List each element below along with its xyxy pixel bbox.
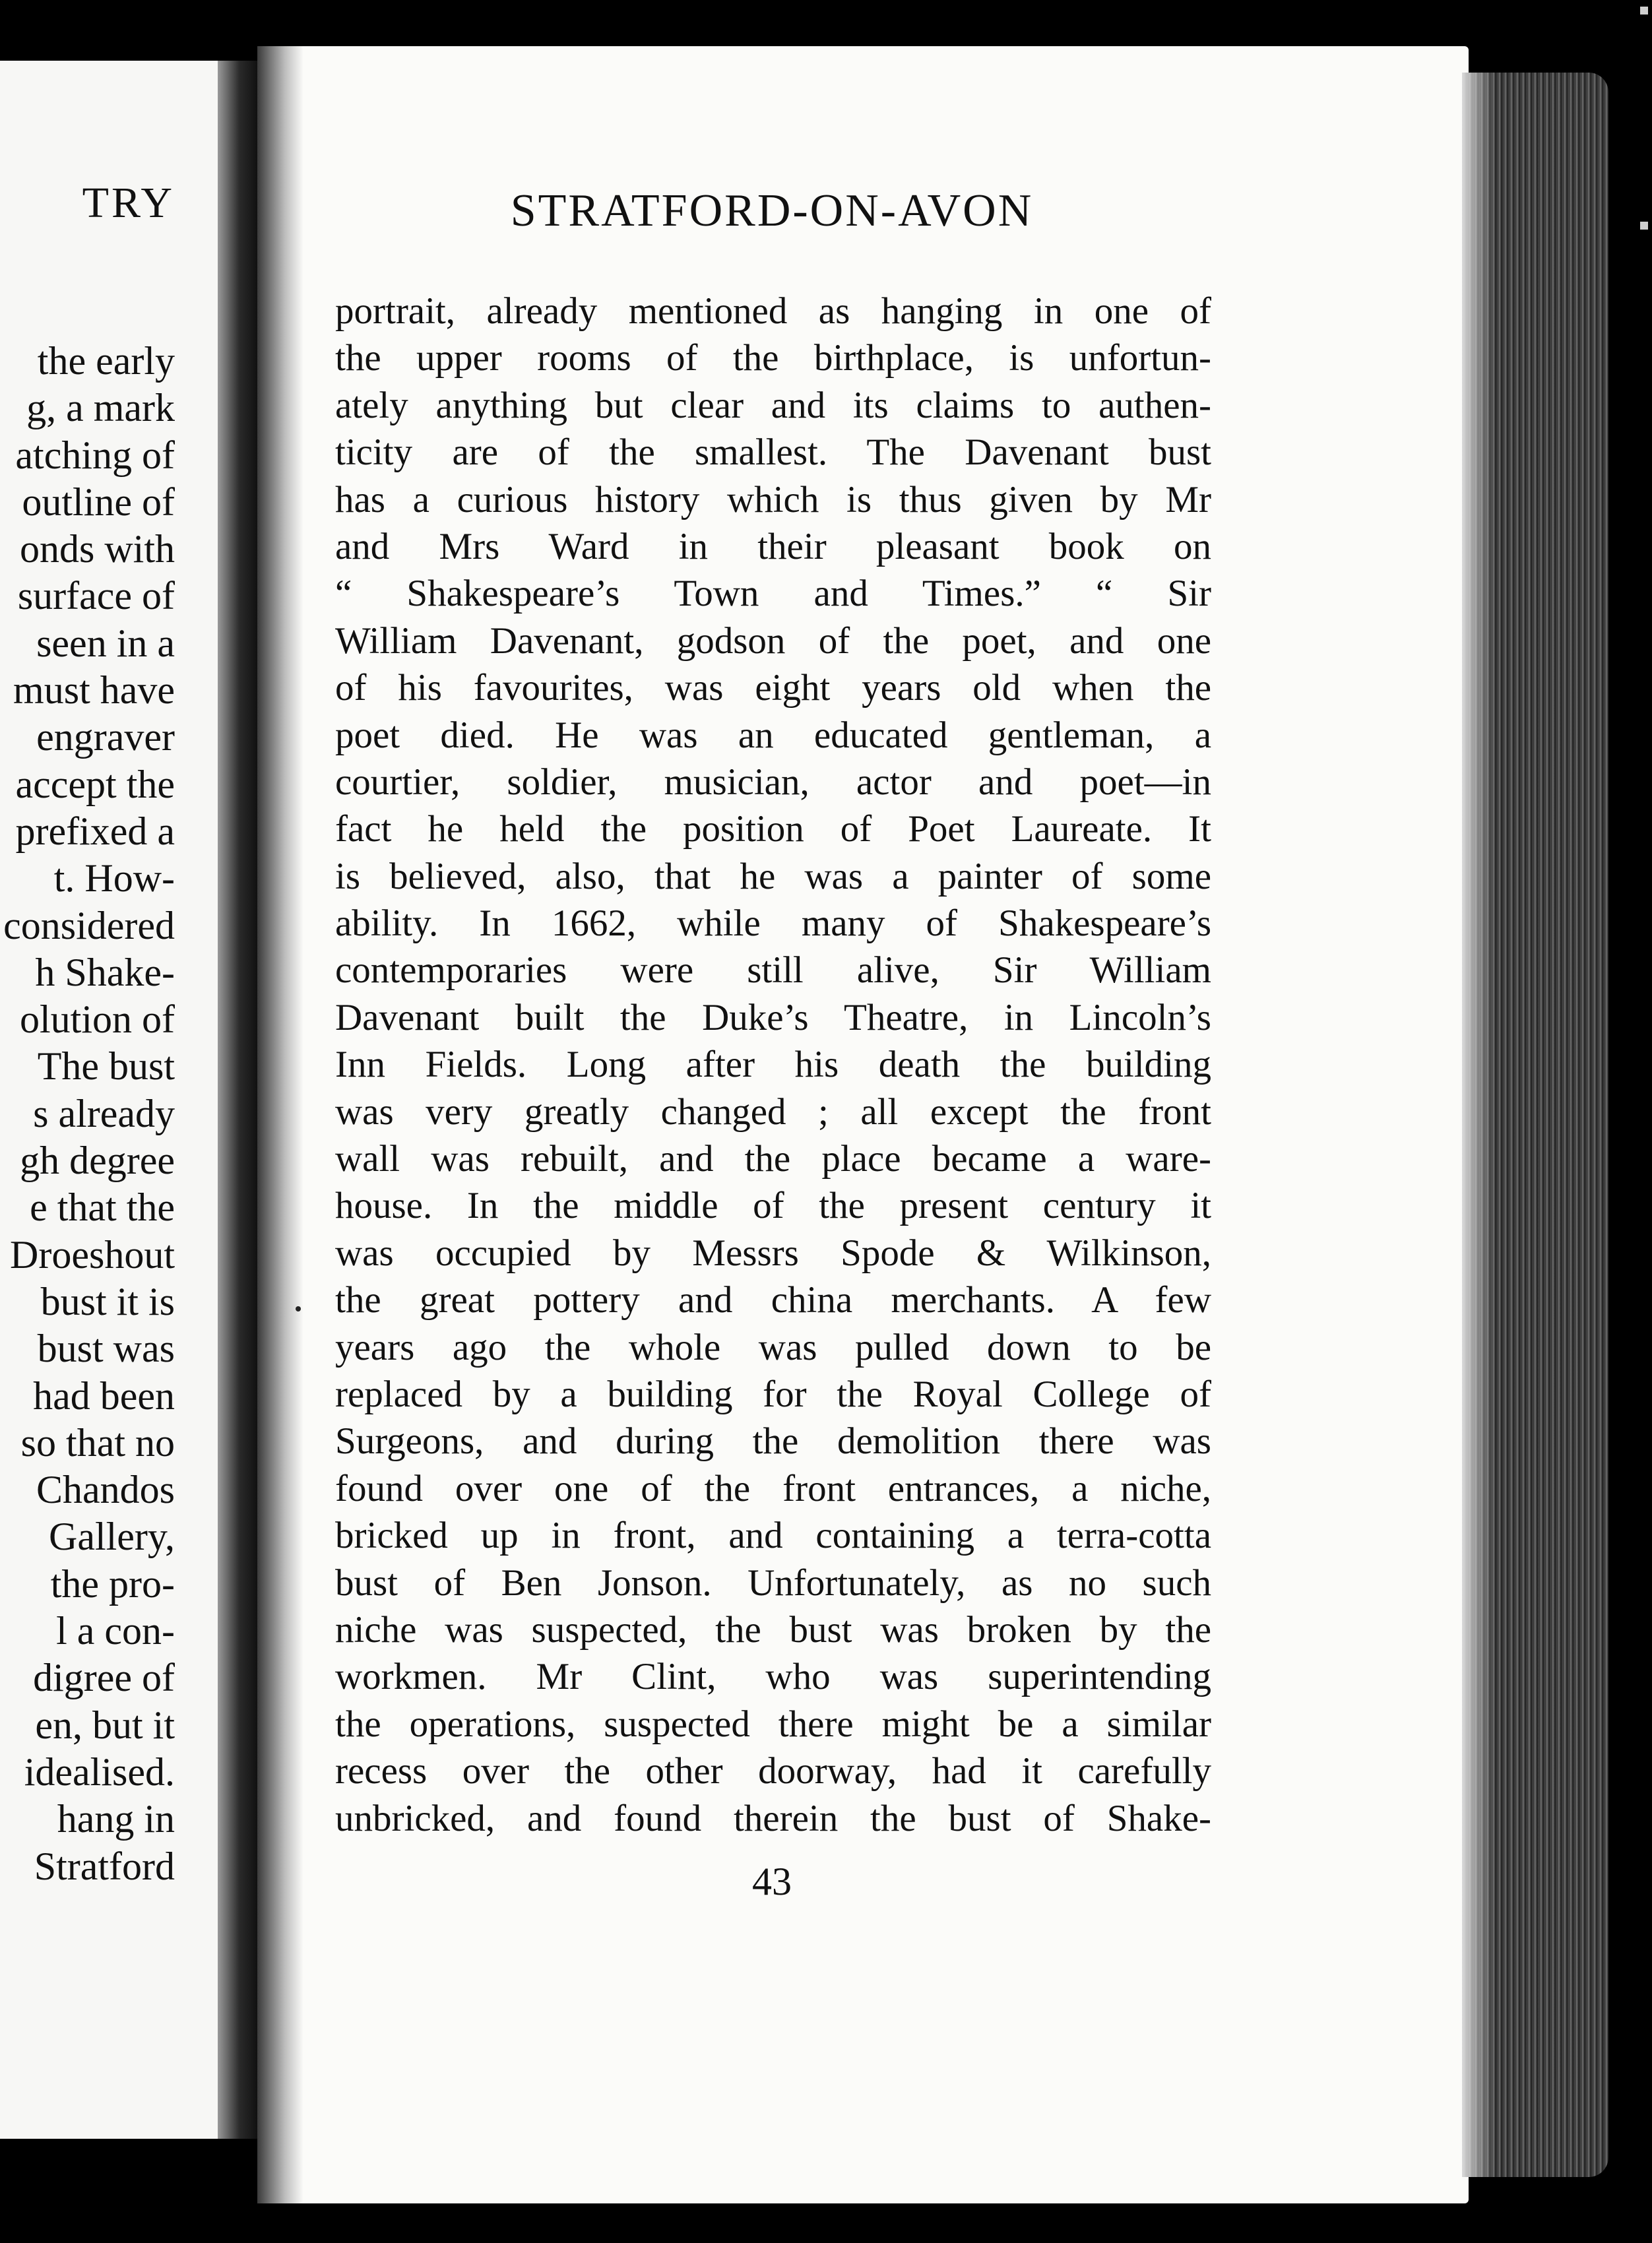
text-line: ability. In 1662, while many of Shakespeare’s [335, 902, 1211, 945]
left-text-line: accept the [15, 762, 175, 806]
left-text-line: Droeshout [10, 1232, 175, 1277]
left-text-line: engraver [36, 715, 175, 759]
text-line: Davenant built the Duke’s Theatre, in Lincoln’s [335, 996, 1211, 1038]
text-line: years ago the whole was pulled down to be [335, 1326, 1211, 1368]
left-running-head: TRY [82, 179, 175, 227]
left-text-line: idealised. [24, 1750, 175, 1794]
text-line: Surgeons, and during the demolition there was [335, 1420, 1211, 1463]
page-gutter [257, 46, 303, 2203]
left-text-line: hang in [57, 1797, 175, 1841]
left-text-line: the pro- [50, 1562, 175, 1606]
text-line: Inn Fields. Long after his death the building [335, 1044, 1211, 1086]
binding-shadow [218, 61, 257, 2139]
text-line: found over one of the front entrances, a niche, [335, 1467, 1211, 1509]
speck [296, 1306, 301, 1311]
left-text-line: gh degree [20, 1139, 175, 1183]
text-line: courtier, soldier, musician, actor and poet—in [335, 761, 1211, 803]
text-line: and Mrs Ward in their pleasant book on [335, 525, 1211, 567]
left-text-line: The bust [37, 1044, 175, 1089]
text-line: is believed, also, that he was a painter of some [335, 855, 1211, 897]
text-line: ately anything but clear and its claims to authen- [335, 384, 1211, 426]
left-text-line: Gallery, [48, 1515, 175, 1559]
text-line: house. In the middle of the present century it [335, 1185, 1211, 1227]
text-line: recess over the other doorway, had it carefully [335, 1750, 1211, 1792]
left-page [0, 61, 228, 2139]
left-text-line: must have [13, 668, 175, 712]
left-text-line: the early [37, 339, 175, 383]
left-text-line: olution of [20, 997, 175, 1042]
text-line: ticity are of the smallest. The Davenant bust [335, 431, 1211, 474]
text-line: of his favourites, was eight years old when the [335, 667, 1211, 709]
left-text-line: had been [33, 1374, 175, 1418]
text-line: was very greatly changed ; all except the front [335, 1090, 1211, 1133]
text-line: was occupied by Messrs Spode & Wilkinson, [335, 1232, 1211, 1274]
left-text-line: digree of [33, 1656, 175, 1700]
left-text-line: g, a mark [26, 386, 175, 430]
text-line: poet died. He was an educated gentleman, a [335, 714, 1211, 756]
left-text-line: bust was [37, 1327, 175, 1371]
left-text-line: outline of [22, 480, 175, 524]
left-text-line: surface of [17, 574, 175, 618]
left-text-line: so that no [20, 1420, 175, 1465]
text-line: the operations, suspected there might be a similar [335, 1703, 1211, 1745]
scan-edge-mark [1640, 222, 1648, 230]
text-line: workmen. Mr Clint, who was superintending [335, 1656, 1211, 1698]
text-line: “ Shakespeare’s Town and Times.” “ Sir [335, 573, 1211, 615]
left-text-line: seen in a [36, 621, 175, 665]
left-text-line: s already [33, 1091, 175, 1135]
text-line: bricked up in front, and containing a terra-cotta [335, 1515, 1211, 1557]
left-text-line: e that the [30, 1185, 175, 1230]
left-text-line: h Shake- [35, 950, 175, 994]
running-head: STRATFORD-ON-AVON [510, 185, 1034, 236]
left-text-line: Stratford [34, 1844, 175, 1888]
left-text-line: en, but it [35, 1703, 175, 1747]
left-text-line: t. How- [53, 856, 175, 900]
text-line: fact he held the position of Poet Laureate. It [335, 808, 1211, 850]
left-text-line: prefixed a [15, 809, 175, 853]
text-line: William Davenant, godson of the poet, and one [335, 619, 1211, 662]
text-line: has a curious history which is thus given by Mr [335, 478, 1211, 521]
left-text-line: considered [3, 903, 175, 947]
text-line: bust of Ben Jonson. Unfortunately, as no such [335, 1562, 1211, 1604]
page-fore-edge-highlight [1462, 73, 1495, 2177]
text-line: unbricked, and found therein the bust of Shake- [335, 1797, 1211, 1839]
left-text-line: l a con- [56, 1609, 175, 1653]
left-text-line: atching of [15, 433, 175, 477]
text-line: the upper rooms of the birthplace, is unfortun- [335, 337, 1211, 379]
text-line: contemporaries were still alive, Sir William [335, 949, 1211, 992]
left-text-line: onds with [19, 527, 175, 571]
text-line: wall was rebuilt, and the place became a ware- [335, 1138, 1211, 1180]
text-line: the great pottery and china merchants. A few [335, 1279, 1211, 1321]
page-number: 43 [752, 1860, 792, 1903]
left-text-block [3, 338, 175, 1890]
left-text-line: Chandos [36, 1468, 175, 1512]
text-line: replaced by a building for the Royal College of [335, 1373, 1211, 1415]
scan-corner-mark [1640, 7, 1648, 15]
body-text [335, 288, 1211, 1842]
text-line: niche was suspected, the bust was broken by the [335, 1608, 1211, 1651]
left-text-line: bust it is [40, 1279, 175, 1323]
text-line: portrait, already mentioned as hanging in one of [335, 290, 1211, 332]
